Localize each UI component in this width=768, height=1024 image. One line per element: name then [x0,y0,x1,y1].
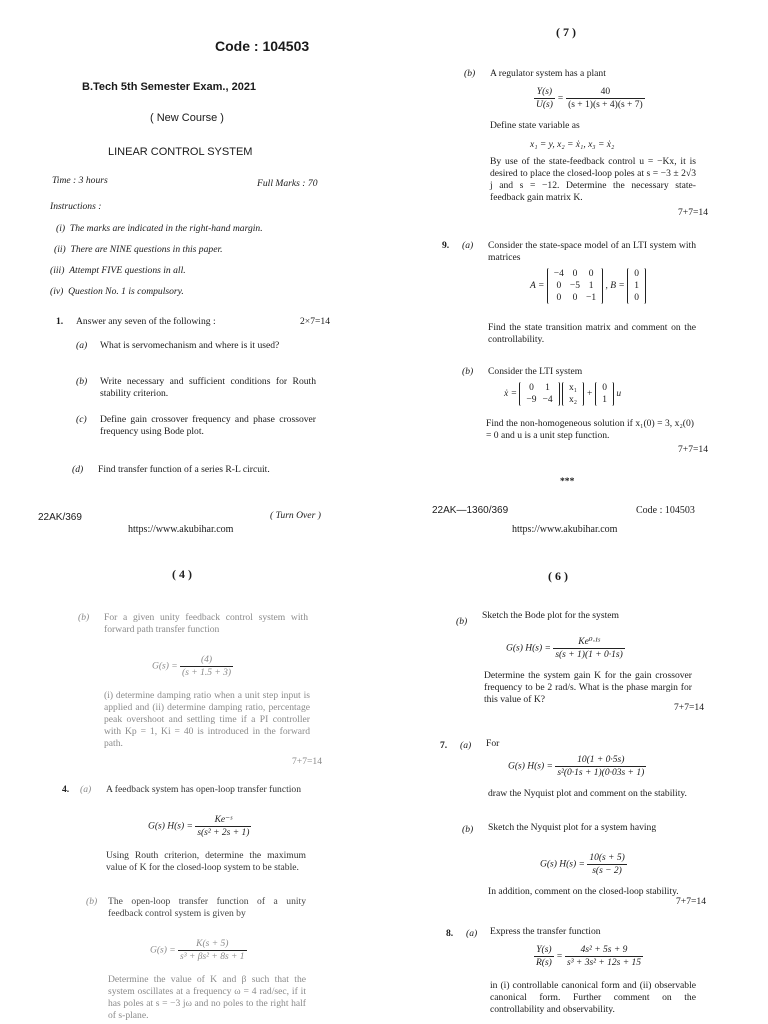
question-body: (i) determine damping ratio when a unit step input is applied and (ii) determine damping ratio, percentage peak overshoot and settling time if a PI controller with Kp = 1, Ki = 40 is introduced in the forward path. [104,690,310,749]
turn-over: ( Turn Over ) [270,510,321,521]
nyquist-system-function: G(s) H(s) = $\frac{10(s + 5)}{s(s - 2)}$ [540,853,625,876]
bode-transfer-function: G(s) H(s) = $\frac{\text{Ke⁰·¹ˢ}}{s(s + 1)(1 + 0\cdot 1s)}$ [506,637,623,660]
page-top-right [384,0,768,540]
footer-paper-code: Code : 104503 [636,505,695,516]
instructions-heading: Instructions : [50,201,102,212]
sub-label: (a) [80,784,92,795]
question-number: 8. [446,928,454,939]
question-marks: 7+7=14 [678,444,709,455]
course-label: ( New Course ) [150,112,224,124]
sub-label: (b) [464,68,476,79]
instruction-item: (i) The marks are indicated in the right-hand margin. [56,223,263,234]
instruction-item: (iv) Question No. 1 is compulsory. [50,286,184,297]
sub-label: (b) [462,824,474,835]
source-url[interactable]: https://www.akubihar.com [128,524,234,535]
state-variables: x₁ = y, x₂ = ẋ₁, x₃ = ẋ₂ [530,140,615,150]
instruction-item: (ii) There are NINE questions in this paper. [54,244,223,255]
matrix-a-entry: 0 [572,293,578,303]
question-text: Express the transfer function [490,926,601,937]
question-text: A feedback system has open-loop transfer function [106,784,302,795]
sub-question-text: Find transfer function of a series R-L circuit. [98,464,270,475]
exam-code: Code : 104503 [215,38,310,54]
page-number: ( 6 ) [548,569,568,583]
sub-label: (d) [72,464,84,475]
subject-title: LINEAR CONTROL SYSTEM [108,146,253,158]
question-marks: 2×7=14 [300,316,331,327]
sub-label: (a) [460,740,472,751]
question-text: Sketch the Nyquist plot for a system having [488,822,657,833]
canonical-transfer-function: $\frac{Y(s)}{R(s)}$ = $\frac{\text{4s² + 5s + 9}}{\text{s³ + 3s² + 12s + 15}}$ [536,945,642,968]
source-url[interactable]: https://www.akubihar.com [512,524,618,535]
page-number: ( 4 ) [172,567,192,581]
matrix-b-entry: 0 [634,293,639,303]
matrix-a-entry: 0 [572,269,578,279]
matrix-a [547,268,603,304]
question-text: Determine the system gain K for the gain crossover frequency to be 2 rad/s. What is the phase margin for this value of K? [484,670,692,705]
matrix-b-entry: 0 [634,269,639,279]
question-number: 7. [440,740,448,751]
nyquist-transfer-function: G(s) H(s) = $\frac{10(1 + 0\cdot 5s)}{\text{s²(0·1s + 1)(0·03s + 1)}}$ [508,755,645,778]
input-vector-entry: 0 [602,383,607,393]
sub-label: (b) [86,896,98,907]
system-matrix-entry: 0 [529,383,534,393]
question-marks: 7+7=14 [676,896,707,907]
page-bottom-right [384,540,768,1024]
sub-label: (b) [76,376,88,387]
sub-question-text: Write necessary and sufficient conditions for Routh stability criterion. [100,376,316,399]
matrix-a-entry: 0 [556,293,562,303]
sub-label: (a) [462,240,474,251]
page-bottom-left [0,540,384,1024]
question-text: For [486,738,500,749]
question-body: By use of the state-feedback control u = −Kx, it is desired to place the closed-loop poles at s = −3 ± 2√3 j and s = −12. Determine the necessary state-feedback gain matrix K. [490,156,696,203]
system-matrix-entry: −4 [542,395,553,405]
matrix-a-entry: −1 [586,293,597,303]
question-text: Using Routh criterion, determine the maximum value of K for the closed-loop system to be stable. [106,850,306,873]
sub-question-text: Define gain crossover frequency and phase crossover frequency using Bode plot. [100,414,316,437]
time-label: Time : 3 hours [52,175,108,186]
state-matrices: A = −4 0 0 0 −5 1 0 0 −1 , B = 0 1 0 [530,268,646,304]
question-number: 9. [442,240,450,251]
question-text: Answer any seven of the following : [76,316,216,327]
system-matrix-entry: −9 [526,395,537,405]
sub-label: (a) [76,340,88,351]
matrix-a-entry: 0 [588,269,594,279]
full-marks: Full Marks : 70 [257,178,318,189]
state-vector-entry: x₂ [568,395,578,405]
matrix-a-entry: −4 [553,269,564,279]
question-text: in (i) controllable canonical form and (ii) observable canonical form. Further comment on the controllability and observability. [490,980,696,1015]
sub-label: (b) [456,616,468,627]
matrix-a-entry: 1 [588,281,594,291]
sub-label: (b) [462,366,474,377]
footer-code: 22AK—1360/369 [432,505,509,516]
question-text: Determine the value of K and β such that the system oscillates at a frequency ω = 4 rad/sec, if it has poles at s = −3 jω and no poles to the right half of s-plane. [108,974,306,1021]
lti-equation: ẋ = 0 1 −9 −4 x₁ x₂ + 0 1 u [504,383,622,405]
question-text: The open-loop transfer function of a unity feedback control system is given by [108,896,306,919]
sub-question-text: What is servomechanism and where is it used? [100,340,280,351]
question-text: For a given unity feedback control system with forward path transfer function [104,612,308,635]
page-top-left [0,0,384,540]
sub-question-text: A regulator system has a plant [490,68,606,79]
question-number: 4. [62,784,70,795]
page-number: ( 7 ) [556,25,576,39]
open-loop-transfer-function: G(s) H(s) = $\frac{\text{Ke⁻ˢ}}{\text{s(s² + 2s + 1)}}$ [148,815,250,838]
question-marks: 7+7=14 [674,702,705,713]
system-matrix-entry: 1 [545,383,550,393]
instruction-item: (iii) Attempt FIVE questions in all. [50,265,186,276]
plant-transfer-function: $\frac{Y(s)}{U(s)}$ = $\frac{40}{(s + 1)(s + 4)(s + 7)}$ [536,87,643,110]
exam-title: B.Tech 5th Semester Exam., 2021 [82,81,257,93]
sub-label: (a) [466,928,478,939]
define-text: Define state variable as [490,120,580,131]
question-marks: 7+7=14 [292,756,323,767]
end-stars: *** [560,476,575,487]
matrix-a-entry: 0 [556,281,562,291]
question-text: Find the non-homogeneous solution if x₁(0) = 3, x₂(0) = 0 and u is a unit step function. [486,418,694,441]
question-text: Find the state transition matrix and comment on the controllability. [488,322,696,345]
question-text: Consider the state-space model of an LTI system with matrices [488,240,696,263]
matrix-b [627,268,646,304]
footer-code: 22AK/369 [38,512,82,523]
question-text: Consider the LTI system [488,366,583,377]
sub-label: (c) [76,414,87,425]
matrix-a-entry: −5 [569,281,581,291]
forward-transfer-function: G(s) = $\frac{(4)}{(s + 1.5 + 3)}$ [152,655,232,678]
question-marks: 7+7=14 [678,207,709,218]
unity-feedback-transfer-function: G(s) = $\frac{K(s + 5)}{\text{s³ + βs² + 8s + 1}}$ [150,939,245,962]
question-text: draw the Nyquist plot and comment on the stability. [488,788,687,799]
state-vector-entry: x₁ [568,383,578,393]
question-text: Sketch the Bode plot for the system [482,610,619,621]
question-text: In addition, comment on the closed-loop stability. [488,886,679,897]
question-number: 1. [56,316,64,327]
input-vector-entry: 1 [602,395,607,405]
matrix-b-entry: 1 [634,281,639,291]
sub-label: (b) [78,612,90,623]
